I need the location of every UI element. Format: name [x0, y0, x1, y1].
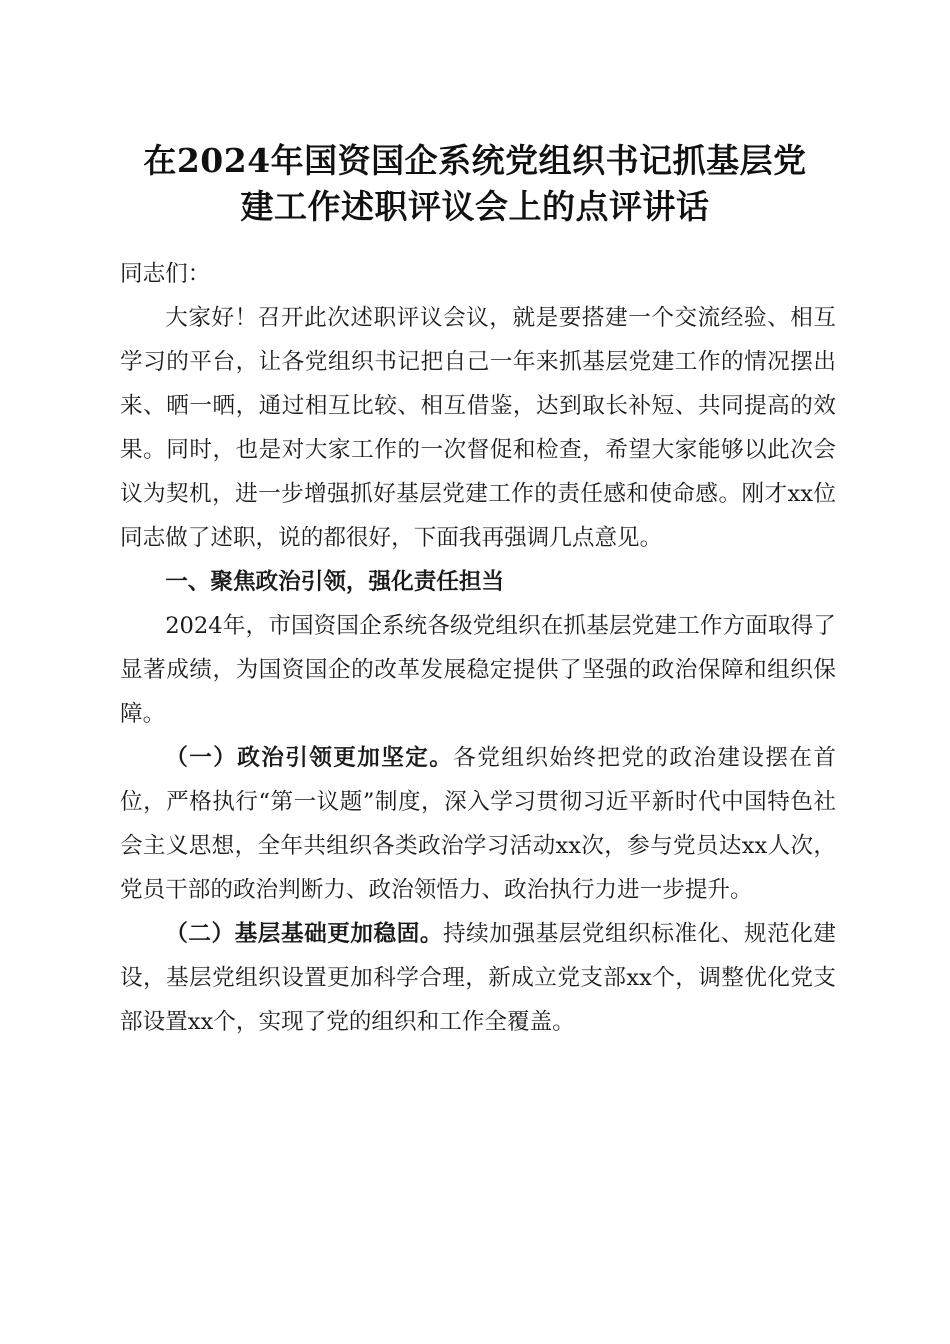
section-heading-1: 一、聚焦政治引领，强化责任担当 [165, 569, 505, 595]
section1-intro-paragraph: 2024年，市国资国企系统各级党组织在抓基层党建工作方面取得了显著成绩，为国资国企的改革发展稳定提供了坚强的政治保障和组织保障。 [120, 613, 836, 727]
point-2-text: 持续加强基层党组织标准化、规范化建设，基层党组织设置更加科学合理，新成立党支部xx个，调整优化党支部设置xx个，实现了党的组织和工作全覆盖。 [120, 921, 837, 1035]
document-title [100, 138, 850, 230]
point-1-text: 各党组织始终把党的政治建设摆在首位，严格执行“第一议题”制度，深入学习贯彻习近平新时代中国特色社会主义思想，全年共组织各类政治学习活动xx次，参与党员达xx人次，党员干部的政治判断力、政治领悟力、政治执行力进一步提升。 [120, 745, 837, 903]
point-1-lead: （一）政治引领更加坚定。 [165, 745, 454, 771]
document-body [120, 252, 836, 1044]
point-paragraph-1 [120, 736, 836, 912]
intro-paragraph: 大家好！召开此次述职评议会议，就是要搭建一个交流经验、相互学习的平台，让各党组织书记把自己一年来抓基层党建工作的情况摆出来、晒一晒，通过相互比较、相互借鉴，达到取长补短、共同提高的效果。同时，也是对大家工作的一次督促和检查，希望大家能够以此次会议为契机，进一步增强抓好基层党建工作的责任感和使命感。刚才xx位同志做了述职，说的都很好，下面我再强调几点意见。 [120, 305, 836, 551]
point-paragraph-2 [120, 912, 836, 1044]
title-line-1: 在2024年国资国企系统党组织书记抓基层党 [143, 141, 807, 180]
title-line-2: 建工作述职评议会上的点评讲话 [240, 187, 710, 226]
point-2-lead: （二）基层基础更加稳固。 [165, 921, 443, 947]
salutation: 同志们： [120, 261, 211, 287]
